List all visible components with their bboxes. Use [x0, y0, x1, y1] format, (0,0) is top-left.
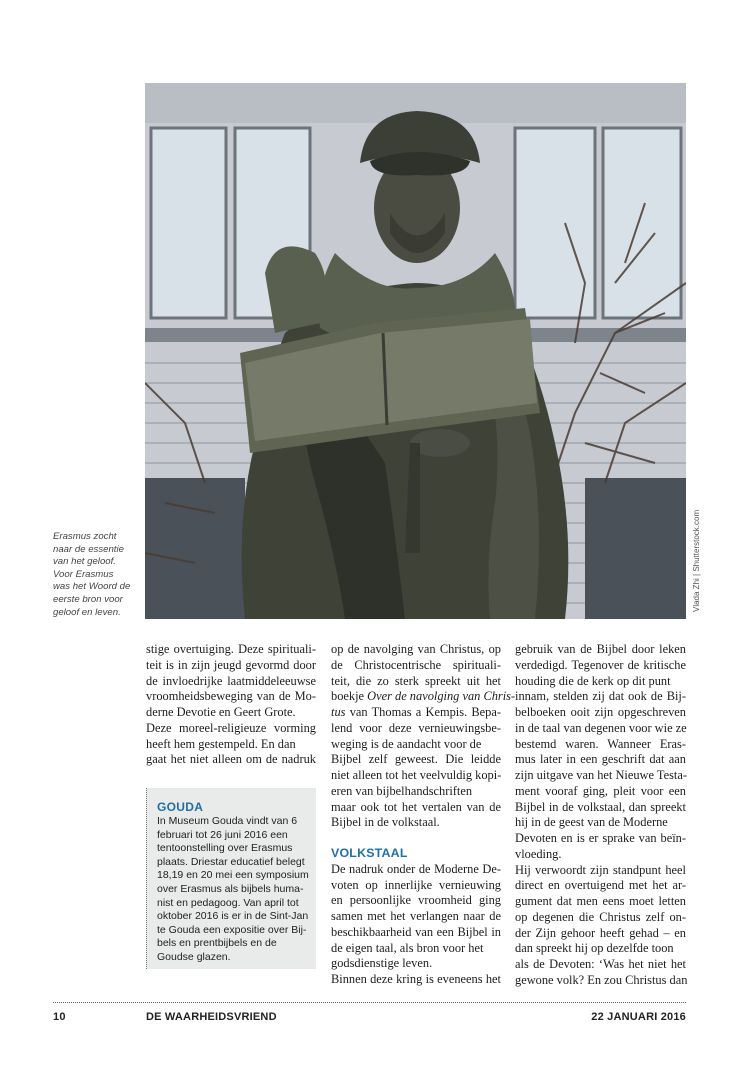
text-line: belboeken ooit zijn opgeschreven [515, 705, 686, 719]
caption-line: Erasmus zocht [53, 531, 117, 542]
text-fragment: boekje [331, 689, 368, 704]
text-line: derne Devotie en Geert Grote. [146, 705, 296, 719]
text-line: beschikbaarheid van een Bijbel in [331, 924, 501, 939]
text-line: als de Devoten: ‘Was het niet het [515, 957, 686, 971]
gouda-box-content [157, 800, 312, 965]
text-line: gewone volk? En zou Christus dan [515, 972, 688, 987]
caption-line: Voor Erasmus [53, 568, 114, 580]
text-line: godsdienstige leven. [331, 956, 433, 971]
box-line: In Museum Gouda vindt van 6 [157, 815, 298, 827]
text-line: hij in de geest van de Moderne [515, 815, 668, 830]
text-line: teit is in zijn jeugd gevormd door [146, 657, 316, 672]
booklet-title: tus [331, 705, 346, 719]
text-line: Hij verwoordt zijn standpunt heel [515, 862, 686, 877]
text-line: de Christocentrische spirituali- [331, 657, 501, 672]
issue-date: 22 JANUARI 2016 [591, 1011, 686, 1023]
text-line: in de taal van degenen voor wie ze [515, 720, 687, 735]
text-line: stige overtuiging. Deze spirituali- [146, 642, 316, 656]
text-line: maar ook tot het vertalen van de [331, 799, 501, 814]
photo-credit: Vlada Zhi | Shutterstock.com [692, 509, 701, 612]
text-line: Bijbel in de volkstaal, dan spreekt [515, 799, 686, 814]
text-line: direct en overtuigend met het ar- [515, 878, 686, 893]
text-line: niet alleen tot het veelvuldig kopi- [331, 768, 502, 782]
booklet-title: Over de navolging van Chris- [367, 689, 516, 704]
box-line: plaats. Driestar educatief belegt [157, 855, 305, 868]
box-line: oktober 2016 is er in de Sint-Jan [157, 910, 309, 923]
text-fragment: van Thomas a Kempis. Bepa- [345, 705, 501, 719]
text-line: op de navolging van Christus, op [331, 642, 501, 656]
text-line: en persoonlijke vroomheid ging [331, 893, 501, 908]
page-number: 10 [53, 1011, 66, 1023]
box-line: 18,19 en 20 mei een symposium [157, 869, 309, 882]
text-line: eren van bijbelhandschriften [331, 783, 473, 798]
text-line: der Zijn gehoor heeft gehad – en [515, 925, 686, 940]
text-line: lend voor deze vernieuwingsbe- [331, 720, 501, 735]
text-line: gebruik van de Bijbel door leken [515, 642, 686, 656]
text-line: de eigen taal, als bron voor het [331, 940, 484, 955]
text-line [331, 705, 501, 721]
caption-line: was het Woord de [53, 581, 131, 593]
text-line: Deze moreel-religieuze vorming [146, 720, 316, 735]
article-column-3 [515, 642, 686, 989]
text-line: heeft hem gestempeld. En dan [146, 736, 296, 751]
text-line: dan spreekt hij op dezelfde toon [515, 941, 674, 956]
magazine-name: DE WAARHEIDSVRIEND [146, 1011, 277, 1023]
box-line: nist en pedagoog. Van april tot [157, 896, 299, 909]
article-column-1 [146, 642, 316, 768]
text-line [331, 689, 516, 705]
text-line: op degenen die Christus zelf on- [515, 909, 686, 924]
text-line: Bijbel zelf geweest. Die leidde [331, 752, 501, 767]
text-line: verdedigd. Tegenover de kritische [515, 657, 686, 672]
text-line: vloeding. [515, 846, 562, 861]
caption-line: naar de essentie [53, 543, 124, 555]
text-line: teit, die zo sterk spreekt uit het [331, 673, 501, 688]
box-line: te Gouda een expositie over Bij- [157, 923, 307, 936]
text-line: houding die de kerk op dit punt [515, 673, 671, 688]
statue-illustration [145, 83, 686, 619]
box-line: bels en prentbijbels en de [157, 937, 277, 950]
caption-line: eerste bron voor [53, 593, 123, 605]
article-column-2 [331, 642, 516, 988]
subhead-volkstaal: VOLKSTAAL [331, 846, 408, 860]
text-line: vroomheidsbeweging van de Mo- [146, 689, 316, 704]
box-title: GOUDA [157, 800, 204, 814]
text-line: mus later in een geschrift dat aan [515, 752, 686, 767]
box-line: tentoonstelling over Erasmus [157, 842, 293, 855]
text-line: gaat het niet alleen om de nadruk [146, 752, 316, 767]
caption-line: van het geloof. [53, 556, 116, 568]
text-line: ment vooraf ging, pleit voor een [515, 783, 686, 798]
text-line: zijn uitgave van het Nieuwe Testa- [515, 768, 687, 782]
text-line: bestemd waren. Wanneer Eras- [515, 736, 686, 751]
caption-line: geloof en leven. [53, 606, 121, 618]
text-line: de invloedrijke laatmiddeleeuwse [146, 673, 316, 688]
erasmus-statue-photo [145, 83, 686, 619]
text-line: Binnen deze kring is eveneens het [331, 972, 501, 986]
photo-caption [53, 531, 141, 619]
gouda-info-box [146, 788, 316, 969]
text-line: De nadruk onder de Moderne De- [331, 861, 501, 876]
text-line: voten op innerlijke vernieuwing [331, 877, 501, 892]
text-line: innam, stelden zij dat ook de Bij- [515, 689, 686, 704]
box-line: Goudse glazen. [157, 950, 231, 963]
box-line: februari tot 26 juni 2016 een [157, 828, 288, 841]
text-line: Bijbel in de volkstaal. [331, 815, 440, 830]
text-line: weging is de aandacht voor de [331, 736, 482, 751]
text-line: Devoten en is er sprake van beïn- [515, 831, 686, 845]
box-line: over Erasmus als bijbels huma- [157, 882, 304, 895]
footer-divider [53, 1002, 686, 1003]
text-line: gument dat men eens moet letten [515, 894, 686, 908]
text-line: samen met het verlangen naar de [331, 909, 501, 923]
